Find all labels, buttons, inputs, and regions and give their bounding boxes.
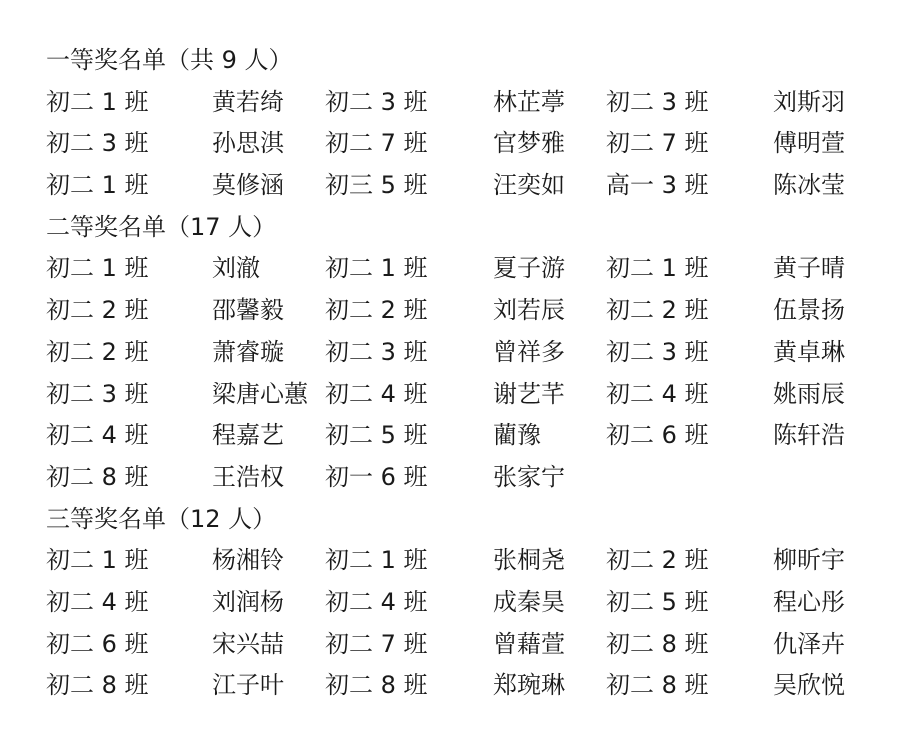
class-name: 初二 2 班: [46, 296, 149, 325]
student-name: 张桐尧: [493, 546, 565, 575]
class-name: 初二 8 班: [46, 462, 149, 491]
student-name: 江子叶: [212, 671, 284, 700]
student-name: 藺豫: [493, 421, 541, 450]
award-row: [46, 248, 886, 290]
student-name: 程心彤: [773, 587, 845, 616]
student-name: 刘澈: [212, 254, 260, 283]
student-name: 陈冰莹: [773, 171, 845, 200]
class-name: 初二 3 班: [46, 129, 149, 158]
class-name: 初二 2 班: [606, 546, 709, 575]
class-name: 初二 5 班: [325, 421, 428, 450]
student-name: 曾祥多: [493, 337, 565, 366]
student-name: 王浩权: [212, 462, 284, 491]
student-name: 刘斯羽: [773, 87, 845, 116]
student-name: 刘润杨: [212, 587, 284, 616]
award-row: [46, 82, 886, 124]
award-row: [46, 332, 886, 374]
class-name: 初二 7 班: [325, 129, 428, 158]
section-title: 三等奖名单（12 人）: [46, 504, 277, 533]
section-title: 二等奖名单（17 人）: [46, 212, 277, 241]
student-name: 宋兴喆: [212, 629, 284, 658]
award-row: [46, 624, 886, 666]
award-row: [46, 415, 886, 457]
award-row: [46, 582, 886, 624]
class-name: 初三 5 班: [325, 171, 428, 200]
class-name: 初二 8 班: [325, 671, 428, 700]
student-name: 谢艺芊: [493, 379, 565, 408]
class-name: 初二 1 班: [46, 254, 149, 283]
student-name: 傅明萱: [773, 129, 845, 158]
student-name: 吴欣悦: [773, 671, 845, 700]
award-row: [46, 457, 886, 499]
class-name: 初二 3 班: [606, 337, 709, 366]
award-row: [46, 374, 886, 416]
student-name: 黄若绮: [212, 87, 284, 116]
class-name: 初二 3 班: [325, 87, 428, 116]
class-name: 初二 1 班: [606, 254, 709, 283]
class-name: 初一 6 班: [325, 462, 428, 491]
class-name: 初二 4 班: [46, 587, 149, 616]
class-name: 初二 8 班: [46, 671, 149, 700]
class-name: 初二 4 班: [46, 421, 149, 450]
class-name: 初二 4 班: [325, 379, 428, 408]
student-name: 伍景扬: [773, 296, 845, 325]
class-name: 初二 7 班: [606, 129, 709, 158]
class-name: 初二 1 班: [46, 87, 149, 116]
award-row: [46, 123, 886, 165]
student-name: 黄卓琳: [773, 337, 845, 366]
class-name: 初二 7 班: [325, 629, 428, 658]
student-name: 夏子游: [493, 254, 565, 283]
class-name: 初二 3 班: [46, 379, 149, 408]
student-name: 邵馨毅: [212, 296, 284, 325]
student-name: 郑琬琳: [493, 671, 565, 700]
student-name: 莫修涵: [212, 171, 284, 200]
class-name: 初二 3 班: [606, 87, 709, 116]
class-name: 初二 8 班: [606, 671, 709, 700]
student-name: 陈轩浩: [773, 421, 845, 450]
award-row: [46, 165, 886, 207]
class-name: 初二 8 班: [606, 629, 709, 658]
student-name: 张家宁: [493, 462, 565, 491]
class-name: 初二 2 班: [325, 296, 428, 325]
student-name: 程嘉艺: [212, 421, 284, 450]
student-name: 萧睿璇: [212, 337, 284, 366]
class-name: 初二 1 班: [46, 546, 149, 575]
class-name: 初二 6 班: [606, 421, 709, 450]
student-name: 孙思淇: [212, 129, 284, 158]
class-name: 高一 3 班: [606, 171, 709, 200]
student-name: 官梦雅: [493, 129, 565, 158]
award-row: [46, 665, 886, 707]
class-name: 初二 3 班: [325, 337, 428, 366]
student-name: 仇泽卉: [773, 629, 845, 658]
student-name: 汪奕如: [493, 171, 565, 200]
student-name: 梁唐心蕙: [212, 379, 308, 408]
student-name: 杨湘铃: [212, 546, 284, 575]
class-name: 初二 2 班: [606, 296, 709, 325]
section-title: 一等奖名单（共 9 人）: [46, 46, 293, 74]
class-name: 初二 1 班: [325, 546, 428, 575]
class-name: 初二 5 班: [606, 587, 709, 616]
class-name: 初二 1 班: [46, 171, 149, 200]
award-list-document: [46, 40, 886, 707]
class-name: 初二 1 班: [325, 254, 428, 283]
student-name: 黄子晴: [773, 254, 845, 283]
student-name: 刘若辰: [493, 296, 565, 325]
award-row: [46, 290, 886, 332]
class-name: 初二 4 班: [325, 587, 428, 616]
class-name: 初二 4 班: [606, 379, 709, 408]
award-row: [46, 540, 886, 582]
class-name: 初二 2 班: [46, 337, 149, 366]
student-name: 柳昕宇: [773, 546, 845, 575]
student-name: 姚雨辰: [773, 379, 845, 408]
student-name: 林芷葶: [493, 87, 565, 116]
class-name: 初二 6 班: [46, 629, 149, 658]
student-name: 曾藉萱: [493, 629, 565, 658]
student-name: 成秦昊: [493, 587, 565, 616]
